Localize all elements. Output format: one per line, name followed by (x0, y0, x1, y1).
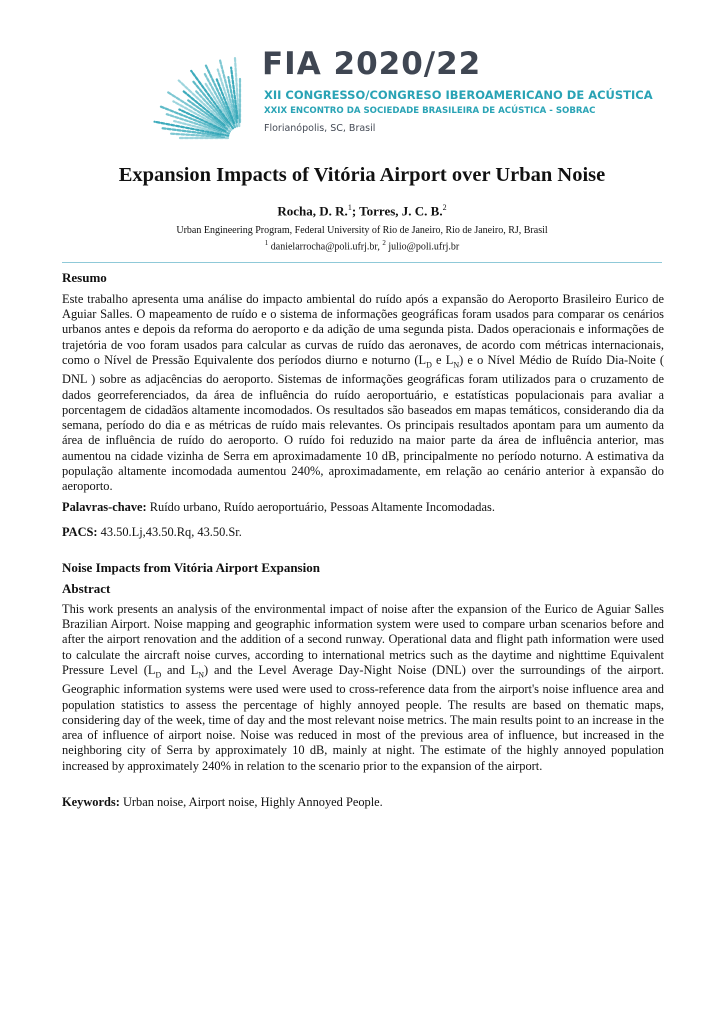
palavras-chave-text: Ruído urbano, Ruído aeroportuário, Pessoas Altamente Incomodadas. (149, 500, 495, 514)
author-separator: ; (351, 203, 360, 219)
emails: $^1$ danielarrocha@poli.ufrj.br, $^2$ julio@poli.ufrj.br (264, 239, 460, 253)
header-divider (62, 262, 662, 263)
conference-location: Florianópolis, SC, Brasil (264, 123, 376, 134)
palavras-chave-label: Palavras-chave: (62, 500, 147, 514)
authors (0, 203, 724, 219)
conference-logo-graphic (108, 46, 258, 142)
pacs-text: 43.50.Lj,43.50.Rq, 43.50.Sr. (100, 525, 242, 539)
pacs-label: PACS: (62, 525, 98, 539)
author-name: Torres, J. C. B. (359, 203, 443, 219)
conference-subtitle-2: XXIX ENCONTRO DA SOCIEDADE BRASILEIRA DE ACÚSTICA - SOBRAC (264, 106, 596, 116)
abstract-text: This work presents an analysis of the environmental impact of noise after the expansion of the Eurico de Aguiar Salles Brazilian Airport. Noise mapping and geographic information system were used to compare urban scenarios before and after the airport renovation and the addition of a second runway. Operational data and flight path information were used to calculate the aircraft noise curves, according to international metrics such as the daytime and nighttime Equivalent Pressure Level ($L_D$ and $L_N$) and the Level Average Day-Night Noise (DNL) over the surroundings of the airport. Geographic information systems were used were used to cross-reference data from the airport's noise influence area and population statistics to assess the percentage of highly annoyed people. The results are based on thematic maps, considering day of the week, time of day and the most relevant noise metrics. The main results point to an increase in the area of influence of airport noise. Noise was reduced in most of the previous area of influence, but increased in the neighboring city of Serra by approximately 10 dB, mainly at night. The estimate of the highly annoyed population increased by approximately 240% in relation to the scenario prior to the expansion of the airport. (62, 602, 664, 773)
author-affil-marker: 2 (442, 203, 447, 212)
resumo-text: Este trabalho apresenta uma análise do impacto ambiental do ruído após a expansão do Aeroporto Brasileiro Eurico de Aguiar Salles. O mapeamento de ruído e o sistema de informações geográficas foram usados para comparar os cenários urbanos antes e depois da reforma do aeroporto e da adição de uma segunda pista. Dados operacionais e informações de trajetória de voo foram usados para calcular as curvas de ruído das aeronaves, de acordo com métricas internacionais, como o Nível de Pressão Equivalente dos períodos diurno e noturno ($L_D$ e $L_N$) e o Nível Médio de Ruído Dia-Noite ( DNL ) sobre as adjacências do aeroporto. Sistemas de informações geográficas foram utilizados para o cruzamento de dados georreferenciados, da área de influência do ruído aeroportuário, e estatísticas populacionais para avaliar a porcentagem de cidadãos altamente incomodados. Os resultados são baseados em mapas temáticos, considerando dia da semana, período do dia e as métricas de ruído mais relevantes. Os principais resultados apontam para um aumento da área de influência de ruído do aeroporto. O ruído foi reduzido na maior parte da área de influência anterior, mas aumentou na cidade vizinha de Serra em aproximadamente 10 dB, principalmente no período noturno. A estimativa da população altamente incomodada aumentou 240%, aproximadamente, em relação ao cenário anterior à expansão do aeroporto. (62, 292, 665, 493)
email-marker: 1 (264, 239, 269, 247)
abstract-heading: Abstract (62, 581, 111, 596)
author-affil-marker: 1 (347, 203, 352, 212)
keywords-label: Keywords: (62, 795, 120, 809)
resumo-heading: Resumo (62, 270, 107, 285)
affiliation-block (0, 224, 724, 253)
conference-subtitle-1: XII CONGRESSO/CONGRESO IBEROAMERICANO DE ACÚSTICA (264, 88, 653, 102)
author-email: julio@poli.ufrj.br (388, 241, 460, 253)
paper-title: Expansion Impacts of Vitória Airport over Urban Noise (118, 164, 606, 186)
conference-header (0, 0, 724, 150)
keywords-text: Urban noise, Airport noise, Highly Annoyed People. (122, 795, 383, 809)
author-name: Rocha, D. R. (277, 203, 348, 219)
author-email: danielarrocha@poli.ufrj.br (270, 241, 378, 253)
pacs (62, 525, 664, 540)
conference-title: FIA 2020/22 (262, 46, 482, 82)
keywords (62, 795, 664, 810)
email-marker: 2 (382, 239, 386, 247)
english-title: Noise Impacts from Vitória Airport Expansion (62, 560, 320, 575)
affiliation: Urban Engineering Program, Federal University of Rio de Janeiro, Rio de Janeiro, RJ, Brasil (176, 225, 548, 236)
palavras-chave (62, 500, 664, 515)
